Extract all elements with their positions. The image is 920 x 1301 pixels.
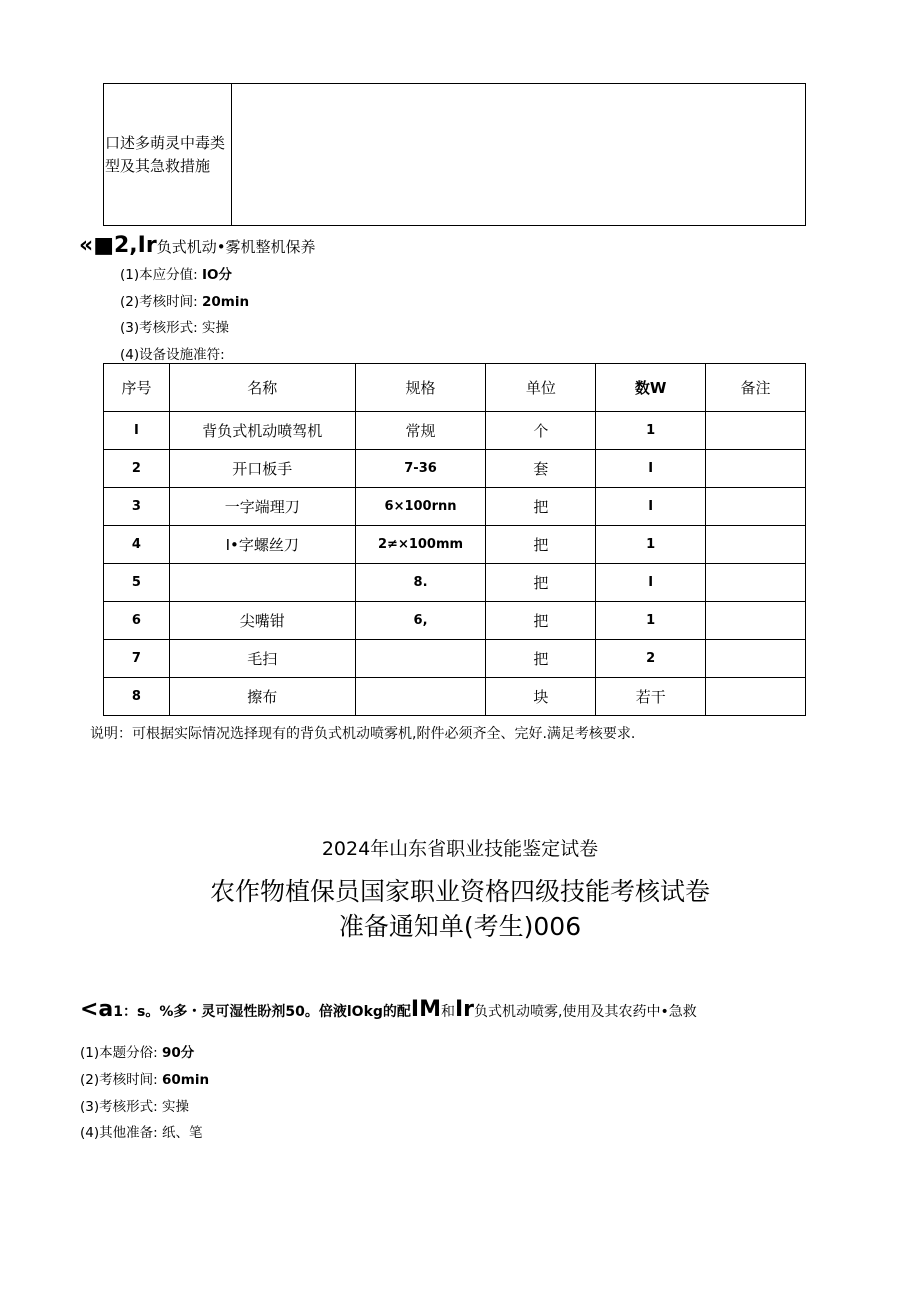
cell-unit: 把 (486, 640, 596, 678)
table-row (104, 488, 806, 526)
table-row (104, 678, 806, 716)
equipment-table (103, 363, 806, 716)
section2-item-equipment: (4)设备设施准符: (120, 347, 225, 363)
cell-qty: I (596, 488, 706, 526)
cell-spec: 常规 (355, 412, 486, 450)
cell-name: I•字螺丝刀 (169, 526, 355, 564)
cell-spec (355, 640, 486, 678)
cell-index: 8 (104, 678, 170, 716)
cell-name: 毛扫 (169, 640, 355, 678)
cell-qty: 1 (596, 602, 706, 640)
cell-remark (706, 640, 806, 678)
label-line-2: 型及其急救措施 (105, 156, 211, 175)
table-note: 说明：可根据实际情况选择现有的背负式机动喷雾机,附件必须齐全、完好.满足考核要求. (90, 726, 636, 742)
cell-name: 背负式机动喷驾机 (169, 412, 355, 450)
table-row (104, 526, 806, 564)
exam-title-line1: 农作物植保员国家职业资格四级技能考核试卷 (209, 877, 710, 906)
cell-spec: 2≠×100mm (355, 526, 486, 564)
cell-qty: 1 (596, 412, 706, 450)
exam-subtitle: 2024年山东省职业技能鉴定试卷 (321, 838, 599, 860)
col-header-qty: 数W (596, 364, 706, 412)
table-row (104, 602, 806, 640)
cell-unit: 把 (486, 564, 596, 602)
cell-unit: 块 (486, 678, 596, 716)
section2-item-time: (2)考核时间: 20min (120, 294, 250, 310)
section3-item-score: (1)本题分俗: 90分 (80, 1045, 195, 1061)
cell-unit: 把 (486, 488, 596, 526)
cell-index: 5 (104, 564, 170, 602)
table-row (104, 412, 806, 450)
cell-index: 6 (104, 602, 170, 640)
col-header-spec: 规格 (355, 364, 486, 412)
cell-name: 一字端理刀 (169, 488, 355, 526)
label-line-1: 口述多萌灵中毒类 (105, 133, 226, 152)
cell-name: 开口板手 (169, 450, 355, 488)
cell-unit: 把 (486, 602, 596, 640)
cell-spec (355, 678, 486, 716)
table-row (104, 640, 806, 678)
cell-remark (706, 678, 806, 716)
col-header-name: 名称 (169, 364, 355, 412)
cell-remark (706, 564, 806, 602)
cell-qty: I (596, 450, 706, 488)
cell-remark (706, 450, 806, 488)
section3-item-prep: (4)其他准备: 纸、笔 (80, 1125, 203, 1141)
cell-remark (706, 602, 806, 640)
cell-name: 尖嘴钳 (169, 602, 355, 640)
cell-name: 擦布 (169, 678, 355, 716)
answer-box-blank (232, 84, 806, 226)
cell-qty: 若干 (596, 678, 706, 716)
table-row (104, 450, 806, 488)
answer-box-table (103, 83, 806, 226)
cell-remark (706, 488, 806, 526)
answer-box-label (104, 84, 232, 226)
cell-qty: 2 (596, 640, 706, 678)
cell-spec: 6×100rnn (355, 488, 486, 526)
table-row (104, 564, 806, 602)
cell-index: I (104, 412, 170, 450)
cell-spec: 7-36 (355, 450, 486, 488)
cell-index: 7 (104, 640, 170, 678)
section3-item-time: (2)考核时间: 60min (80, 1072, 210, 1088)
cell-name (169, 564, 355, 602)
table-header-row (104, 364, 806, 412)
col-header-unit: 单位 (486, 364, 596, 412)
cell-spec: 8. (355, 564, 486, 602)
cell-index: 4 (104, 526, 170, 564)
cell-qty: 1 (596, 526, 706, 564)
col-header-index: 序号 (104, 364, 170, 412)
exam-title-line2: 准备通知单(考生)006 (338, 912, 582, 941)
cell-qty: I (596, 564, 706, 602)
cell-index: 2 (104, 450, 170, 488)
cell-remark (706, 526, 806, 564)
cell-unit: 套 (486, 450, 596, 488)
cell-unit: 个 (486, 412, 596, 450)
section3-item-form: (3)考核形式: 实操 (80, 1099, 189, 1115)
cell-remark (706, 412, 806, 450)
section2-item-score: (1)本应分值: IO分 (120, 267, 232, 283)
cell-unit: 把 (486, 526, 596, 564)
col-header-remark: 备注 (706, 364, 806, 412)
section2-heading: «■2,Ir负式机动•雾机整机保养 (79, 233, 316, 258)
cell-spec: 6, (355, 602, 486, 640)
section3-heading: <a1：s。%多・灵可湿性盼剂50。倍液lOkg的配IM和Ir负式机动喷雾,使用及其农药中•急救 (80, 997, 697, 1022)
cell-index: 3 (104, 488, 170, 526)
section2-item-form: (3)考核形式: 实操 (120, 320, 229, 336)
